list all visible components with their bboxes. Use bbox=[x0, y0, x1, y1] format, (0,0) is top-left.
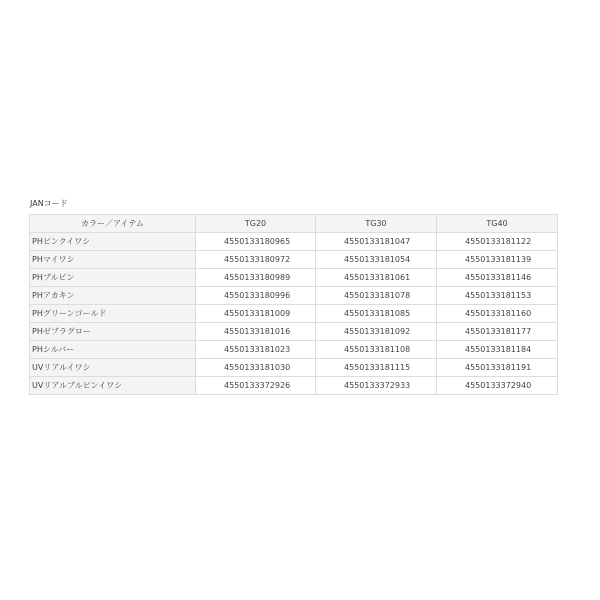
jan-code-tg30: 4550133181061 bbox=[316, 269, 437, 287]
jan-code-table bbox=[29, 214, 558, 395]
jan-code-tg20: 4550133181030 bbox=[196, 359, 316, 377]
jan-code-tg40: 4550133372940 bbox=[437, 377, 558, 395]
color-name-cell: PHピンクイワシ bbox=[30, 233, 196, 251]
jan-code-tg30: 4550133181047 bbox=[316, 233, 437, 251]
table-row bbox=[30, 341, 558, 359]
jan-code-tg40: 4550133181139 bbox=[437, 251, 558, 269]
header-tg30: TG30 bbox=[316, 215, 437, 233]
jan-code-tg30: 4550133181085 bbox=[316, 305, 437, 323]
jan-code-tg20: 4550133181016 bbox=[196, 323, 316, 341]
jan-code-tg20: 4550133180965 bbox=[196, 233, 316, 251]
jan-code-tg40: 4550133181146 bbox=[437, 269, 558, 287]
jan-code-tg30: 4550133372933 bbox=[316, 377, 437, 395]
jan-code-tg20: 4550133181009 bbox=[196, 305, 316, 323]
color-name-cell: PHブルピン bbox=[30, 269, 196, 287]
jan-code-tg30: 4550133181115 bbox=[316, 359, 437, 377]
header-tg20: TG20 bbox=[196, 215, 316, 233]
table-row bbox=[30, 323, 558, 341]
table-row bbox=[30, 287, 558, 305]
table-row bbox=[30, 305, 558, 323]
jan-code-tg40: 4550133181160 bbox=[437, 305, 558, 323]
jan-code-tg20: 4550133372926 bbox=[196, 377, 316, 395]
header-color-item: カラー／アイテム bbox=[30, 215, 196, 233]
jan-code-tg40: 4550133181177 bbox=[437, 323, 558, 341]
table-row bbox=[30, 359, 558, 377]
table-row bbox=[30, 269, 558, 287]
color-name-cell: UVリアルブルピンイワシ bbox=[30, 377, 196, 395]
color-name-cell: PHゼブラグロー bbox=[30, 323, 196, 341]
jan-code-tg20: 4550133180996 bbox=[196, 287, 316, 305]
table-body bbox=[30, 233, 558, 395]
color-name-cell: PHマイワシ bbox=[30, 251, 196, 269]
jan-code-tg20: 4550133180972 bbox=[196, 251, 316, 269]
color-name-cell: PHシルバー bbox=[30, 341, 196, 359]
jan-code-tg40: 4550133181122 bbox=[437, 233, 558, 251]
color-name-cell: UVリアルイワシ bbox=[30, 359, 196, 377]
jan-code-tg20: 4550133180989 bbox=[196, 269, 316, 287]
table-row bbox=[30, 233, 558, 251]
jan-code-tg30: 4550133181108 bbox=[316, 341, 437, 359]
jan-code-tg30: 4550133181078 bbox=[316, 287, 437, 305]
jan-code-tg20: 4550133181023 bbox=[196, 341, 316, 359]
table-row bbox=[30, 377, 558, 395]
color-name-cell: PHグリーンゴールド bbox=[30, 305, 196, 323]
color-name-cell: PHアカキン bbox=[30, 287, 196, 305]
jan-code-tg40: 4550133181184 bbox=[437, 341, 558, 359]
jan-code-tg30: 4550133181054 bbox=[316, 251, 437, 269]
jan-code-tg40: 4550133181191 bbox=[437, 359, 558, 377]
table-row bbox=[30, 251, 558, 269]
header-tg40: TG40 bbox=[437, 215, 558, 233]
section-title: JANコード bbox=[30, 199, 68, 208]
table-header-row bbox=[30, 215, 558, 233]
jan-code-tg40: 4550133181153 bbox=[437, 287, 558, 305]
jan-code-tg30: 4550133181092 bbox=[316, 323, 437, 341]
